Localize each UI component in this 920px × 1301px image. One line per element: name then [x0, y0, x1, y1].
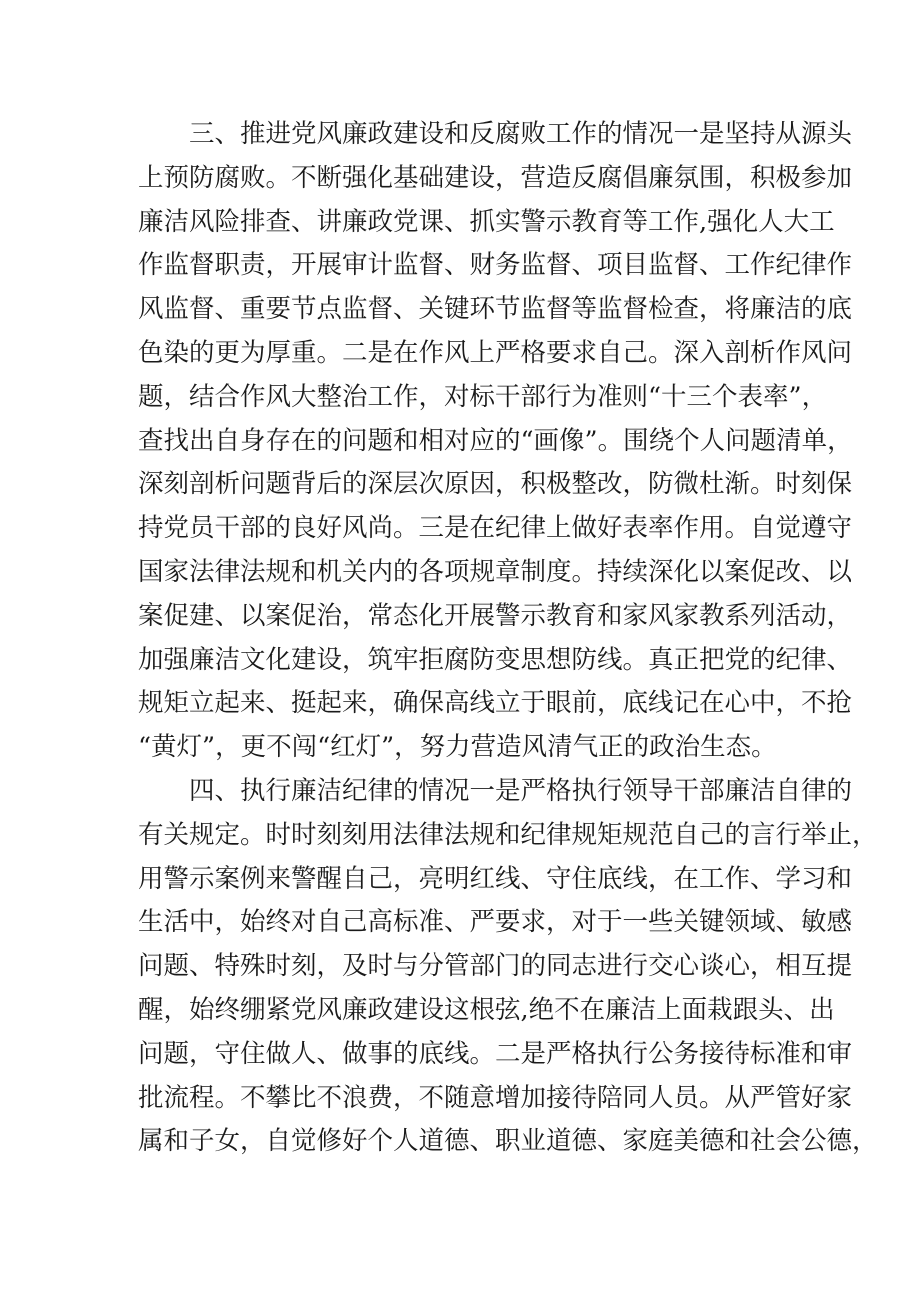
text-line: 廉洁风险排查、讲廉政党课、抓实警示教育等工作,强化人大工: [138, 206, 835, 237]
text-line: 规矩立起来、挺起来，确保高线立于眼前，底线记在心中，不抢: [138, 688, 853, 719]
text-line: 醒，始终绷紧党风廉政建设这根弦,绝不在廉洁上面栽跟头、出: [138, 994, 835, 1025]
text-line: 加强廉洁文化建设，筑牢拒腐防变思想防线。真正把党的纪律、: [138, 644, 853, 675]
text-line: “黄灯”，更不闯“红灯”，努力营造风清气正的政治生态。: [138, 732, 777, 763]
text-line: 查找出自身存在的问题和相对应的“画像”。围绕个人问题清单，: [138, 425, 853, 456]
text-line: 国家法律法规和机关内的各项规章制度。持续深化以案促改、以: [138, 556, 853, 587]
text-line: 有关规定。时时刻刻用法律法规和纪律规矩规范自己的言行举止，: [138, 819, 878, 850]
text-line: 问题，守住做人、做事的底线。二是严格执行公务接待标准和审: [138, 1038, 853, 1069]
text-line: 批流程。不攀比不浪费，不随意增加接待陪同人员。从严管好家: [138, 1082, 853, 1113]
text-line: 上预防腐败。不断强化基础建设，营造反腐倡廉氛围，积极参加: [138, 162, 853, 193]
paragraph-section-3: [138, 113, 853, 770]
document-body: [138, 113, 878, 1164]
text-line: 生活中，始终对自己高标准、严要求，对于一些关键领域、敏感: [138, 907, 853, 938]
text-line: 作监督职责，开展审计监督、财务监督、项目监督、工作纪律作: [138, 250, 853, 281]
text-line: 深刻剖析问题背后的深层次原因，积极整改，防微杜渐。时刻保: [138, 469, 853, 500]
text-line: 色染的更为厚重。二是在作风上严格要求自己。深入剖析作风问: [138, 337, 853, 368]
text-line: 问题、特殊时刻，及时与分管部门的同志进行交心谈心，相互提: [138, 951, 853, 982]
text-line: 四、执行廉洁纪律的情况一是严格执行领导干部廉洁自律的: [189, 775, 853, 806]
paragraph-section-4: [138, 770, 878, 1164]
text-line: 三、推进党风廉政建设和反腐败工作的情况一是坚持从源头: [189, 119, 853, 149]
text-line: 属和子女，自觉修好个人道德、职业道德、家庭美德和社会公德，: [138, 1126, 878, 1157]
text-line: 题，结合作风大整治工作，对标干部行为准则“十三个表率”，: [138, 381, 828, 412]
text-line: 用警示案例来警醒自己，亮明红线、守住底线，在工作、学习和: [138, 863, 853, 894]
text-line: 持党员干部的良好风尚。三是在纪律上做好表率作用。自觉遵守: [138, 513, 853, 544]
text-line: 案促建、以案促治，常态化开展警示教育和家风家教系列活动，: [138, 600, 853, 631]
text-line: 风监督、重要节点监督、关键环节监督等监督检查，将廉洁的底: [138, 294, 853, 325]
